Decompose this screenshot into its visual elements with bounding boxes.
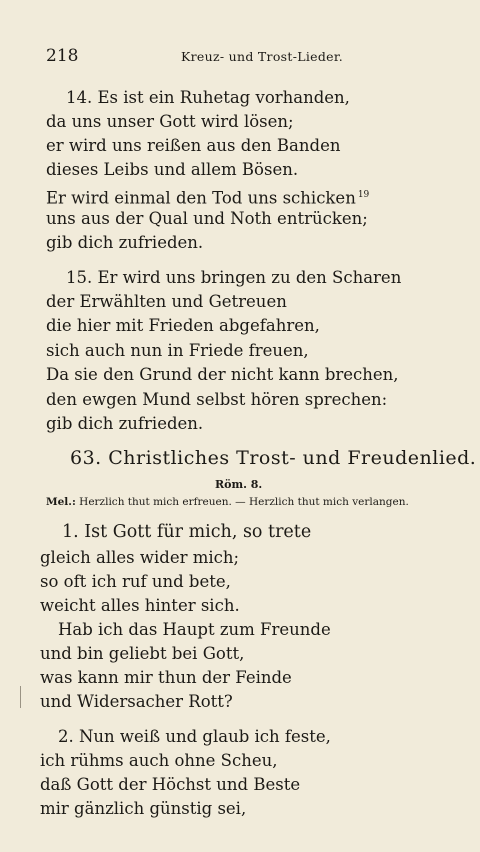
footnote-marker: 19 bbox=[357, 190, 370, 200]
verse-line: Hab ich das Haupt zum Freunde bbox=[58, 620, 331, 639]
verse-line: und Widersacher Rott? bbox=[40, 692, 233, 711]
verse-line: die hier mit Frieden abgefahren, bbox=[46, 316, 320, 335]
hymn-title: 63. Christliches Trost- und Freudenlied. bbox=[70, 447, 477, 469]
verse-line: sich auch nun in Friede freuen, bbox=[46, 341, 309, 360]
verse-line: den ewgen Mund selbst hören sprechen: bbox=[46, 390, 388, 409]
verse-line: der Erwählten und Getreuen bbox=[46, 292, 287, 311]
verse-line: 2. Nun weiß und glaub ich feste, bbox=[58, 727, 331, 746]
margin-mark bbox=[20, 686, 21, 708]
verse-line: uns aus der Qual und Noth entrücken; bbox=[46, 209, 368, 228]
verse-line: Er wird einmal den Tod uns schicken bbox=[46, 188, 356, 208]
verse-line: Da sie den Grund der nicht kann brechen, bbox=[46, 365, 399, 384]
verse-line: gleich alles wider mich; bbox=[40, 548, 240, 567]
verse-line: 15. Er wird uns bringen zu den Scharen bbox=[66, 268, 402, 287]
verse-line: er wird uns reißen aus den Banden bbox=[46, 136, 341, 155]
melody-note bbox=[46, 496, 409, 508]
page-header bbox=[46, 46, 436, 70]
verse-line: was kann mir thun der Feinde bbox=[40, 668, 292, 687]
verse-line: gib dich zufrieden. bbox=[46, 414, 204, 433]
melody-text: Herzlich thut mich erfreuen. — Herzlich thut mich verlangen. bbox=[79, 496, 409, 508]
verse-line: 1. Ist Gott für mich, so trete bbox=[62, 522, 312, 542]
verse-line: und bin geliebt bei Gott, bbox=[40, 644, 245, 663]
verse-line: daß Gott der Höchst und Beste bbox=[40, 775, 301, 794]
scripture-reference: Röm. 8. bbox=[215, 478, 263, 491]
melody-label: Mel.: bbox=[46, 496, 76, 508]
verse-line: mir gänzlich günstig sei, bbox=[40, 799, 247, 818]
verse-line-with-footnote bbox=[46, 185, 369, 209]
running-head: Kreuz- und Trost-Lieder. bbox=[181, 49, 343, 64]
verse-line: gib dich zufrieden. bbox=[46, 233, 204, 252]
verse-line: weicht alles hinter sich. bbox=[40, 596, 240, 615]
verse-line: 14. Es ist ein Ruhetag vorhanden, bbox=[66, 88, 350, 107]
page-number: 218 bbox=[46, 46, 79, 66]
verse-line: so oft ich ruf und bete, bbox=[40, 572, 231, 591]
verse-line: da uns unser Gott wird lösen; bbox=[46, 112, 294, 131]
verse-line: ich rühms auch ohne Scheu, bbox=[40, 751, 278, 770]
verse-line: dieses Leibs und allem Bösen. bbox=[46, 160, 299, 179]
